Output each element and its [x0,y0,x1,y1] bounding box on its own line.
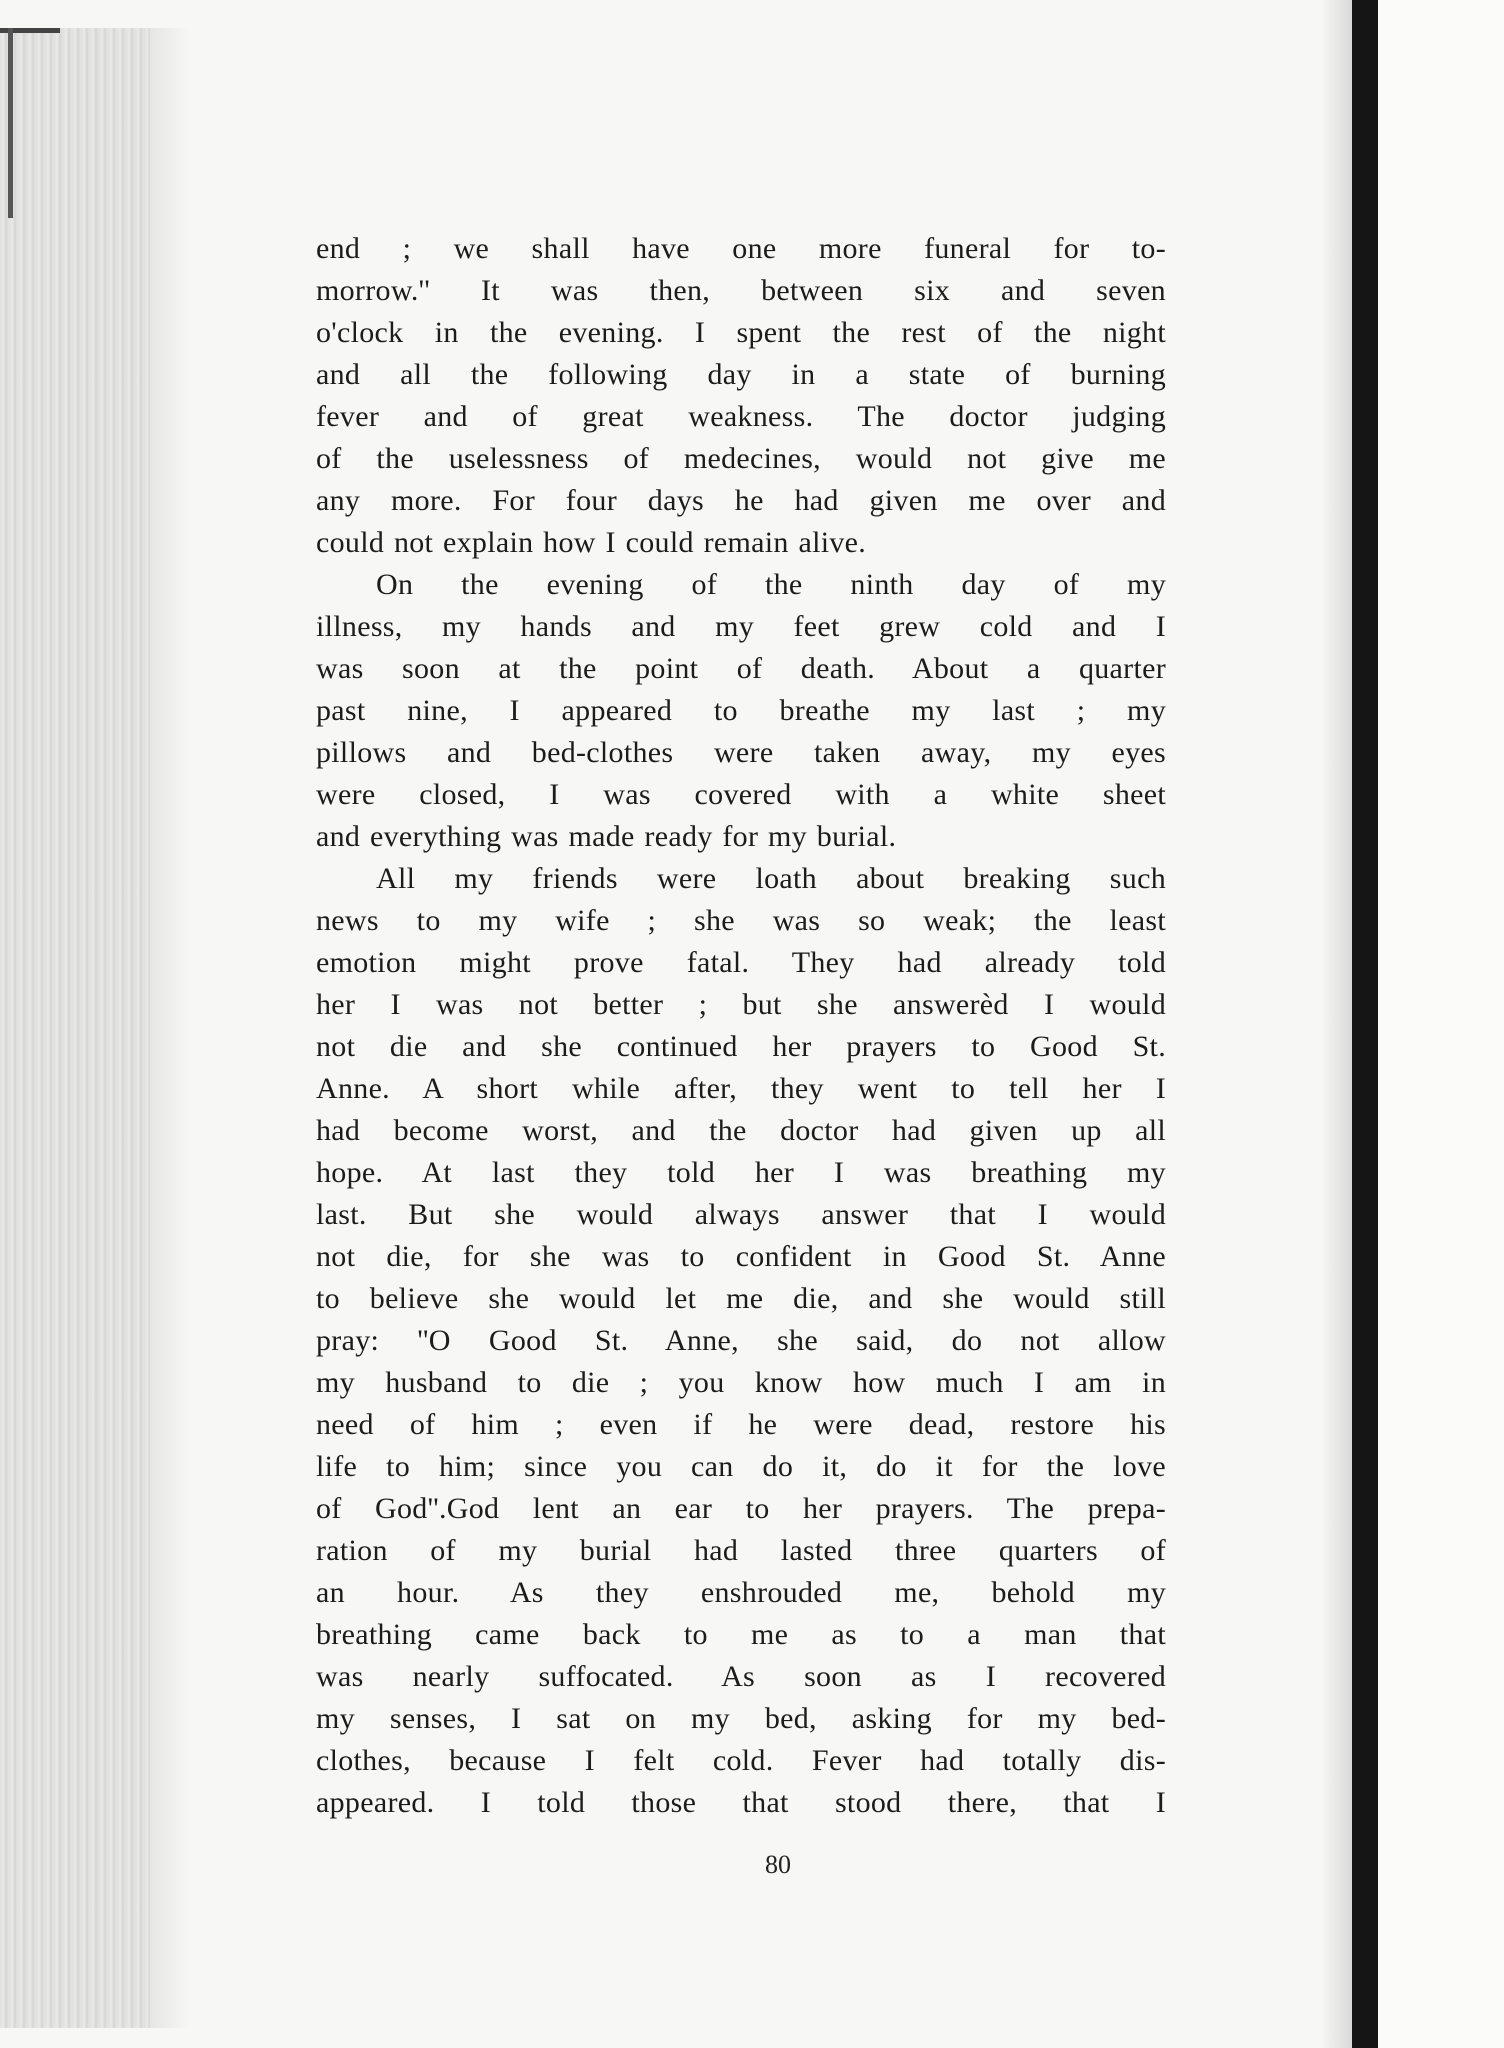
text-line: and all the following day in a state of burning [316,358,1166,391]
text-line: and everything was made ready for my burial. [316,820,897,853]
text-line: life to him; since you can do it, do it for the love [316,1450,1166,1483]
text-line: appeared. I told those that stood there, that I [316,1786,1166,1819]
paragraph-first-line: On the evening of the ninth day of my [376,568,1166,601]
text-line: any more. For four days he had given me over and [316,484,1166,517]
text-line: clothes, because I felt cold. Fever had totally dis- [316,1744,1166,1777]
text-line: of God''.God lent an ear to her prayers. The prepa- [316,1492,1166,1525]
facing-page [1378,0,1504,2048]
text-line: were closed, I was covered with a white sheet [316,778,1166,811]
text-line: illness, my hands and my feet grew cold and I [316,610,1166,643]
book-spine [1352,0,1378,2048]
text-line: news to my wife ; she was so weak; the least [316,904,1166,937]
gutter-shadow [1320,0,1352,2048]
body-text [316,228,1166,1824]
text-line: pray: ''O Good St. Anne, she said, do not allow [316,1324,1166,1357]
text-line: morrow.'' It was then, between six and seven [316,274,1166,307]
page-number-wrap [0,1850,1504,1880]
text-line: could not explain how I could remain alive. [316,526,867,559]
text-line: hope. At last they told her I was breathing my [316,1156,1166,1189]
text-line: was nearly suffocated. As soon as I recovered [316,1660,1166,1693]
text-line: emotion might prove fatal. They had already told [316,946,1166,979]
text-line: end ; we shall have one more funeral for to- [316,232,1166,265]
text-line: not die and she continued her prayers to Good St. [316,1030,1166,1063]
text-line: was soon at the point of death. About a quarter [316,652,1166,685]
page-left-border [8,28,13,218]
page-edge-shade [150,28,190,2028]
text-line: pillows and bed-clothes were taken away, my eyes [316,736,1166,769]
text-line: fever and of great weakness. The doctor judging [316,400,1166,433]
page-edge-stack [0,28,150,2028]
paragraph-first-line: All my friends were loath about breaking such [376,862,1166,895]
text-line: my senses, I sat on my bed, asking for my bed- [316,1702,1166,1735]
text-line: need of him ; even if he were dead, restore his [316,1408,1166,1441]
text-line: my husband to die ; you know how much I am in [316,1366,1166,1399]
text-line: of the uselessness of medecines, would not give me [316,442,1166,475]
page-number: 80 [765,1850,791,1879]
text-line: an hour. As they enshrouded me, behold my [316,1576,1166,1609]
text-line: Anne. A short while after, they went to tell her I [316,1072,1166,1105]
text-line: to believe she would let me die, and she would still [316,1282,1166,1315]
text-line: had become worst, and the doctor had given up all [316,1114,1166,1147]
text-line: ration of my burial had lasted three quarters of [316,1534,1166,1567]
text-line: last. But she would always answer that I would [316,1198,1166,1231]
text-line: her I was not better ; but she answerèd I would [316,988,1166,1021]
text-line: not die, for she was to confident in Good St. Anne [316,1240,1166,1273]
text-line: past nine, I appeared to breathe my last ; my [316,694,1166,727]
text-line: breathing came back to me as to a man that [316,1618,1166,1651]
text-line: o'clock in the evening. I spent the rest of the night [316,316,1166,349]
